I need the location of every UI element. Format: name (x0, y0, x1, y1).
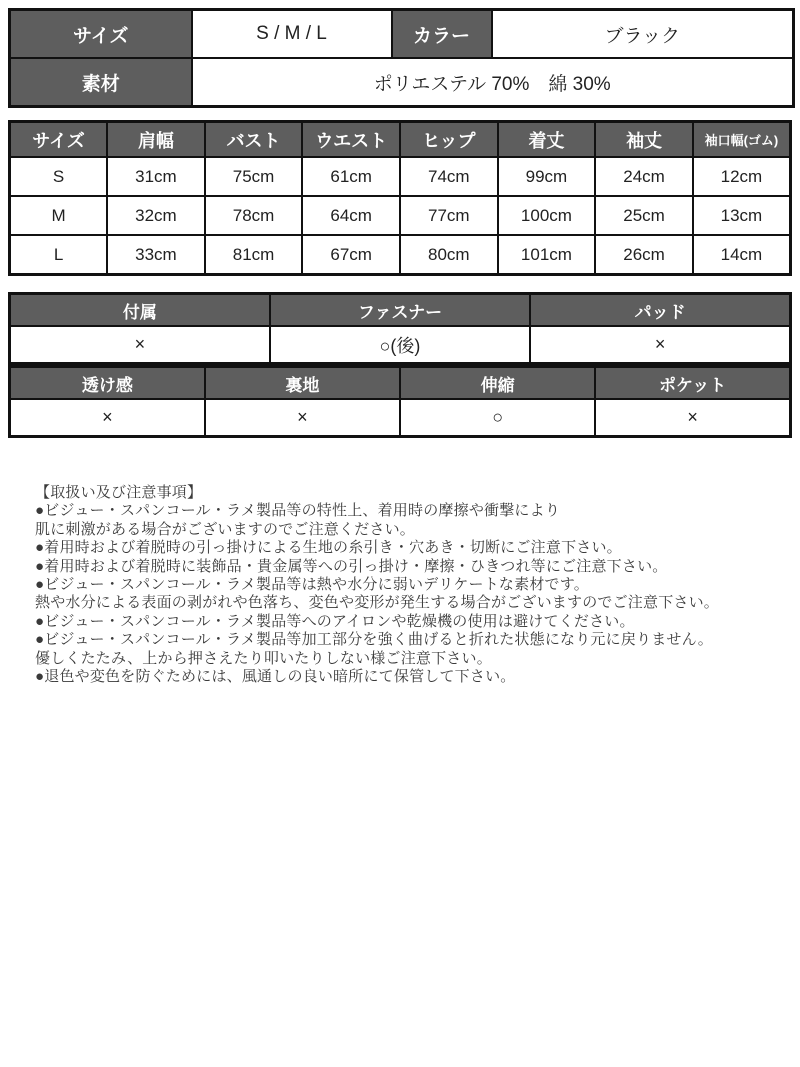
care-note-line: ●ビジュー・スパンコール・ラメ製品等は熱や水分に弱いデリケートな素材です。 (35, 576, 589, 594)
size-chart-cell: 77cm (400, 196, 498, 235)
care-note-line: ●ビジュー・スパンコール・ラメ製品等の特性上、着用時の摩擦や衝撃により (35, 502, 561, 520)
size-chart-cell: 75cm (205, 157, 303, 196)
product-spec-table (8, 8, 795, 108)
color-label-cell: カラー (392, 10, 492, 59)
feature-header-accessory: 付属 (10, 294, 270, 327)
feature-value-sheerness: × (10, 399, 205, 437)
feature-value-accessory: × (10, 326, 270, 364)
feature-header-pad: パッド (530, 294, 790, 327)
color-value-cell: ブラック (492, 10, 794, 59)
size-value-cell: S / M / L (192, 10, 392, 59)
feature-header-stretch: 伸縮 (400, 367, 595, 400)
size-chart-cell: 64cm (302, 196, 400, 235)
size-chart-cell: 24cm (595, 157, 693, 196)
size-chart-cell: 78cm (205, 196, 303, 235)
care-notes (35, 484, 792, 686)
features-2-value-row (10, 399, 791, 437)
feature-value-stretch: ○ (400, 399, 595, 437)
size-chart-header-sleeve: 袖丈 (595, 122, 693, 158)
feature-value-fastener: ○(後) (270, 326, 530, 364)
size-chart-cell: 80cm (400, 235, 498, 275)
size-chart-cell: 61cm (302, 157, 400, 196)
size-chart-header-length: 着丈 (498, 122, 596, 158)
size-chart-cell: 81cm (205, 235, 303, 275)
size-chart-cell: 99cm (498, 157, 596, 196)
care-note-line: ●着用時および着脱時の引っ掛けによる生地の糸引き・穴あき・切断にご注意下さい。 (35, 539, 622, 557)
size-label-cell: サイズ (10, 10, 192, 59)
size-chart-cell: S (10, 157, 108, 196)
size-chart-cell: 14cm (693, 235, 791, 275)
care-note-line: ●ビジュー・スパンコール・ラメ製品等へのアイロンや乾燥機の使用は避けてください。 (35, 612, 635, 630)
care-note-line: ●着用時および着脱時に装飾品・貴金属等への引っ掛け・摩擦・ひきつれ等にご注意下さい。 (35, 557, 668, 575)
size-chart-row-m (10, 196, 791, 235)
size-chart-header-shoulder: 肩幅 (107, 122, 205, 158)
features-table-1 (8, 292, 792, 365)
feature-header-lining: 裏地 (205, 367, 400, 400)
feature-header-pocket: ポケット (595, 367, 790, 400)
features-2-header-row (10, 367, 791, 400)
features-table-2 (8, 365, 792, 438)
care-note-line: ●退色や変色を防ぐためには、風通しの良い暗所にて保管して下さい。 (35, 668, 516, 686)
material-value-cell: ポリエステル 70% 綿 30% (192, 58, 794, 107)
features-1-value-row (10, 326, 791, 364)
size-chart-cell: 13cm (693, 196, 791, 235)
care-note-line: 熱や水分による表面の剥がれや色落ち、変色や変形が発生する場合がございますのでご注意下さい。 (35, 594, 720, 612)
size-chart-cell: 32cm (107, 196, 205, 235)
size-chart-header-row (10, 122, 791, 158)
feature-value-pocket: × (595, 399, 790, 437)
features-1-header-row (10, 294, 791, 327)
size-chart-cell: 12cm (693, 157, 791, 196)
size-chart-cell: 101cm (498, 235, 596, 275)
size-chart-cell: 25cm (595, 196, 693, 235)
size-chart-cell: 31cm (107, 157, 205, 196)
size-chart-header-cuff: 袖口幅(ゴム) (693, 122, 791, 158)
size-chart-cell: 33cm (107, 235, 205, 275)
spec-row-size-color (10, 10, 794, 59)
size-chart-table (8, 120, 792, 276)
size-chart-header-waist: ウエスト (302, 122, 400, 158)
size-chart-header-size: サイズ (10, 122, 108, 158)
size-chart-header-hip: ヒップ (400, 122, 498, 158)
size-chart-cell: 26cm (595, 235, 693, 275)
care-note-line: 優しくたたみ、上から押さえたり叩いたりしない様ご注意下さい。 (35, 649, 492, 667)
size-chart-cell: L (10, 235, 108, 275)
feature-value-lining: × (205, 399, 400, 437)
size-chart-cell: 67cm (302, 235, 400, 275)
spec-row-material (10, 58, 794, 107)
size-chart-row-l (10, 235, 791, 275)
size-chart-cell: 74cm (400, 157, 498, 196)
size-chart-row-s (10, 157, 791, 196)
material-label-cell: 素材 (10, 58, 192, 107)
feature-header-sheerness: 透け感 (10, 367, 205, 400)
feature-value-pad: × (530, 326, 790, 364)
size-chart-header-bust: バスト (205, 122, 303, 158)
size-chart-cell: M (10, 196, 108, 235)
care-notes-title: 【取扱い及び注意事項】 (35, 484, 203, 501)
size-chart-cell: 100cm (498, 196, 596, 235)
care-note-line: ●ビジュー・スパンコール・ラメ製品等加工部分を強く曲げると折れた状態になり元に戻りません。 (35, 631, 713, 649)
care-note-line: 肌に刺激がある場合がございますのでご注意ください。 (35, 520, 416, 538)
feature-header-fastener: ファスナー (270, 294, 530, 327)
